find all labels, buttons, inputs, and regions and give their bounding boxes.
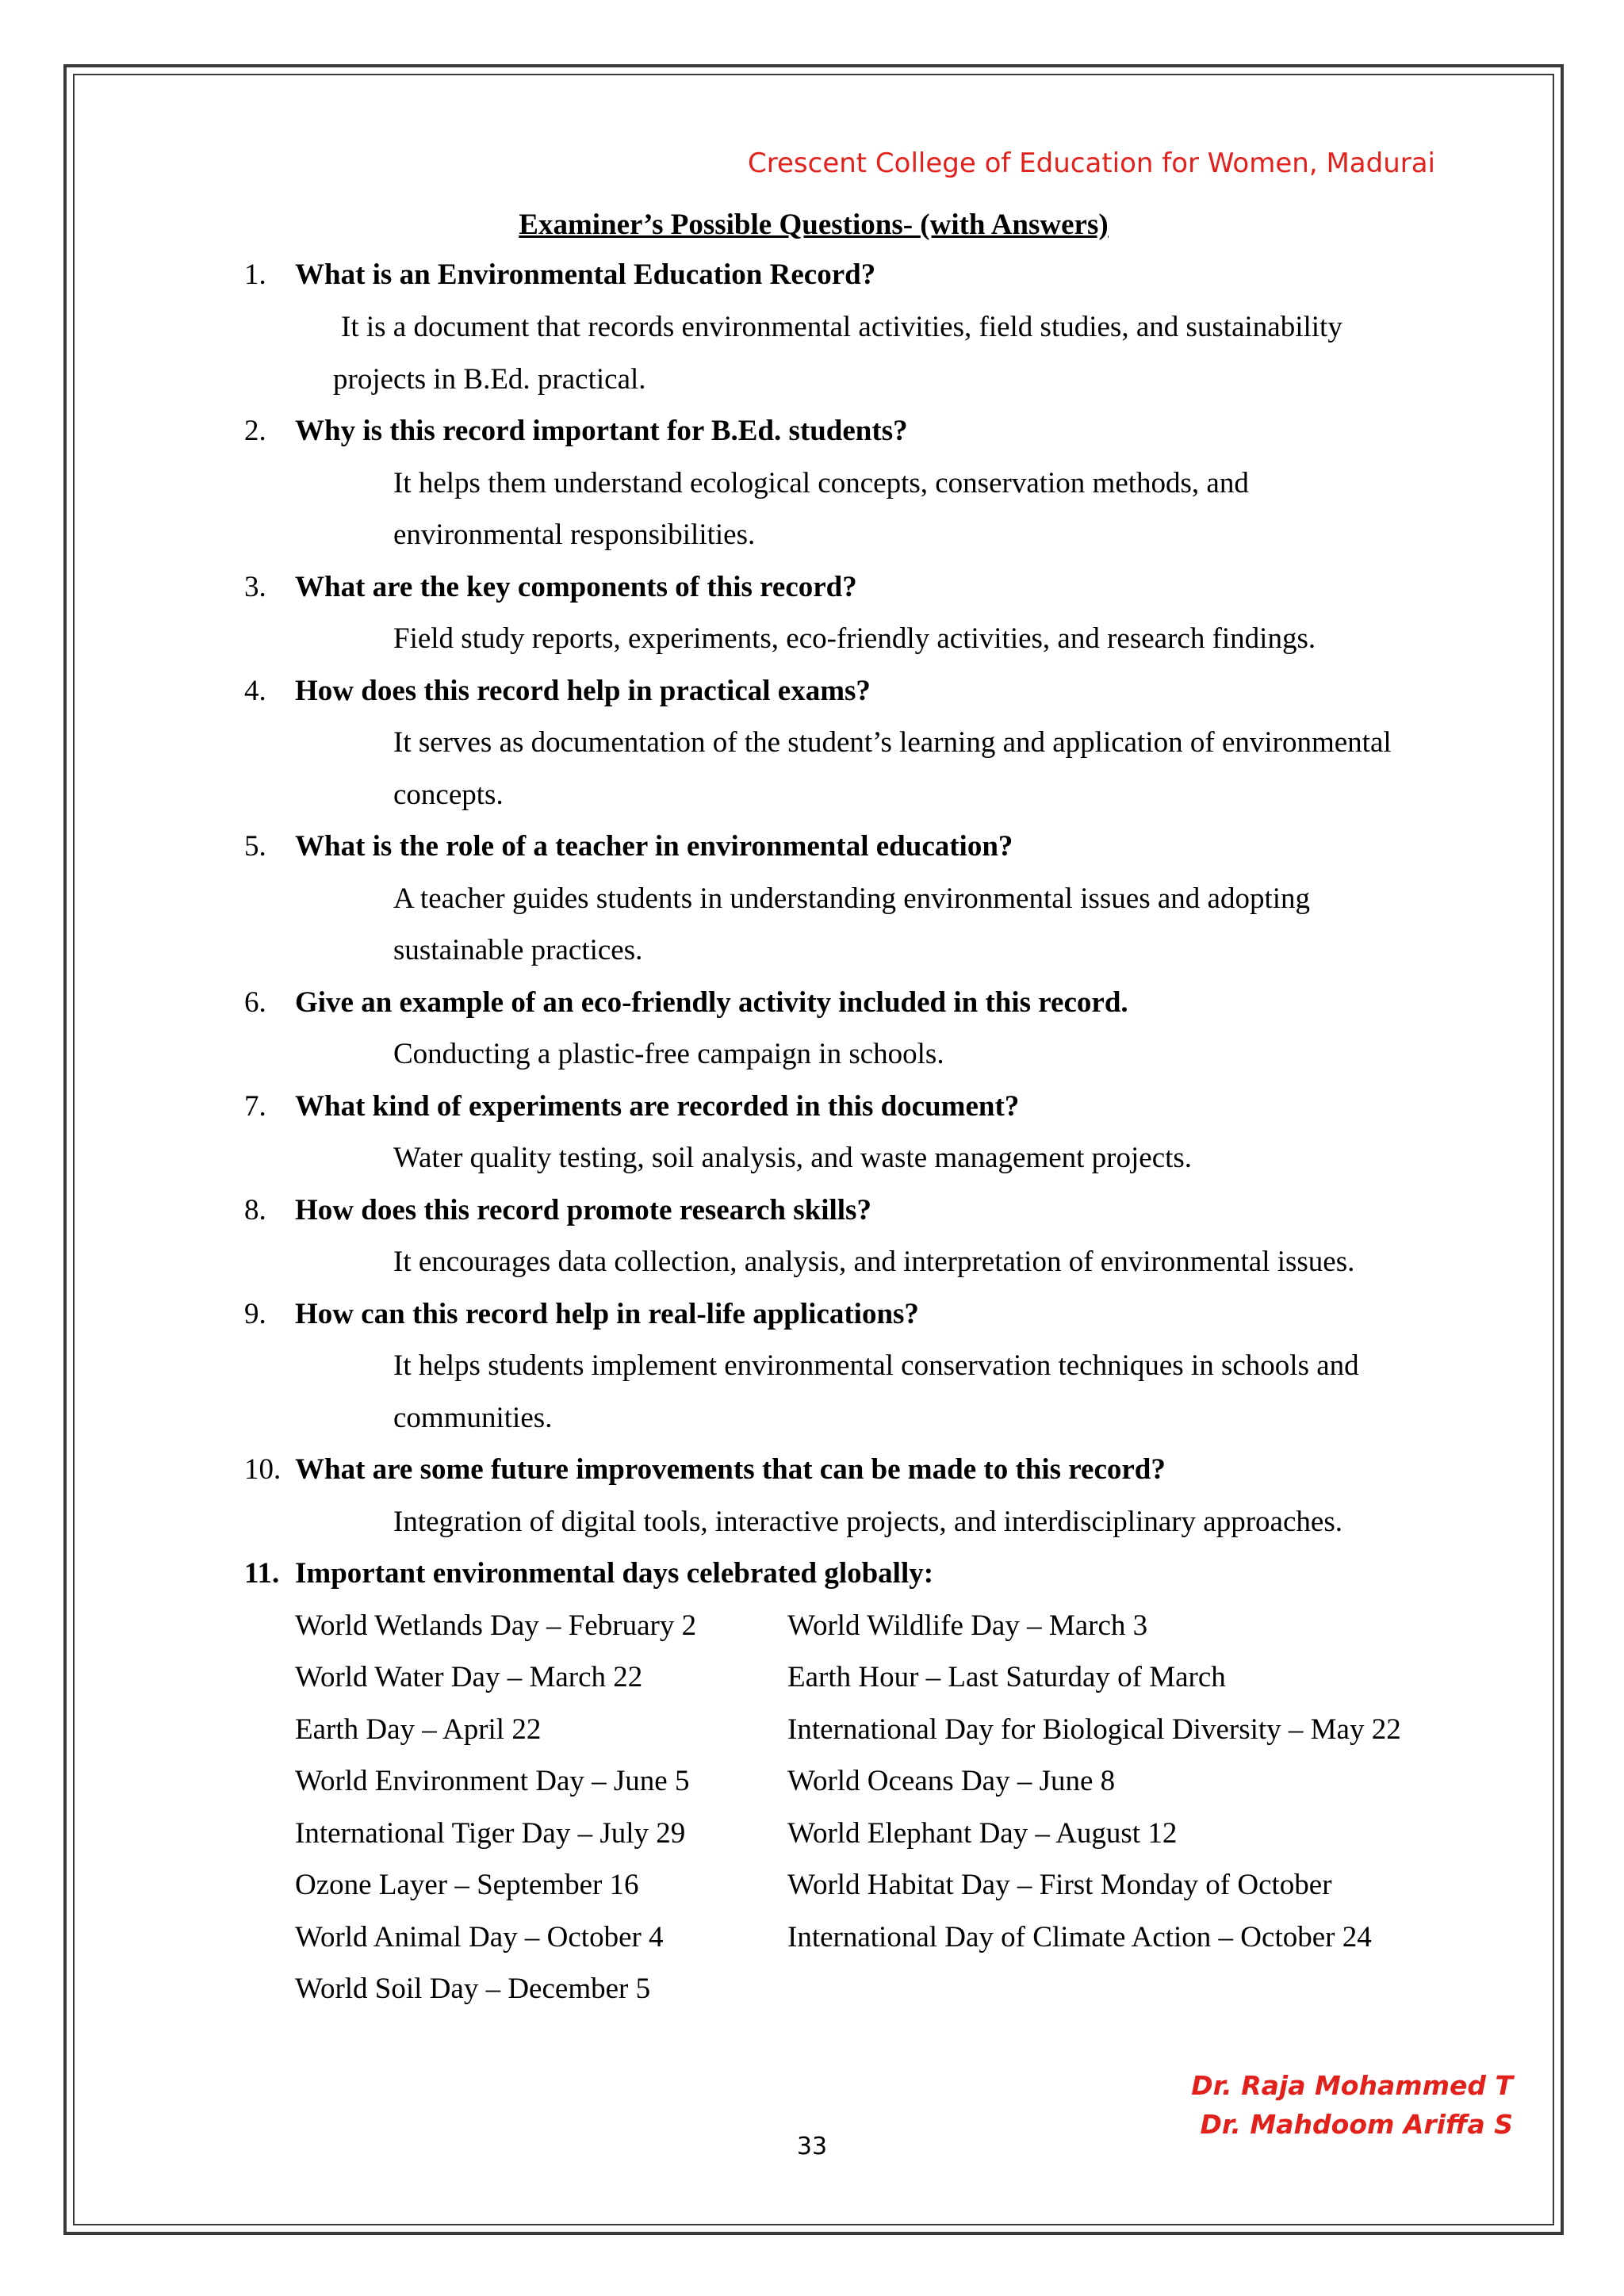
env-day-item: World Animal Day – October 4 — [295, 1921, 664, 1954]
question-number: 1. — [244, 258, 266, 291]
question-number: 7. — [244, 1090, 266, 1123]
question-text: What kind of experiments are recorded in this document? — [295, 1090, 1020, 1123]
answer-line: projects in B.Ed. practical. — [333, 363, 646, 396]
question-number: 3. — [244, 571, 266, 603]
question-text: How can this record help in real-life applications? — [295, 1298, 919, 1330]
answer-line: environmental responsibilities. — [393, 519, 756, 551]
question-text: What is the role of a teacher in environmental education? — [295, 830, 1013, 863]
answer-line: Water quality testing, soil analysis, and waste management projects. — [393, 1142, 1193, 1174]
answer-line: Field study reports, experiments, eco-friendly activities, and research findings. — [393, 622, 1316, 655]
answer-line: Conducting a plastic-free campaign in schools. — [393, 1038, 944, 1070]
answer-line: It helps them understand ecological concepts, conservation methods, and — [393, 467, 1249, 499]
env-day-item: International Day for Biological Diversity – May 22 — [787, 1713, 1401, 1746]
question-number: 8. — [244, 1194, 266, 1226]
question-text: Important environmental days celebrated globally: — [295, 1557, 934, 1590]
page-number: 33 — [796, 2133, 828, 2160]
question-number: 2. — [244, 415, 266, 447]
answer-line: It is a document that records environmental activities, field studies, and sustainability — [341, 311, 1342, 343]
env-day-item: International Tiger Day – July 29 — [295, 1817, 686, 1850]
env-day-item: Ozone Layer – September 16 — [295, 1869, 639, 1901]
question-number: 5. — [244, 830, 266, 863]
question-text: What is an Environmental Education Record? — [295, 258, 876, 291]
env-day-item: World Environment Day – June 5 — [295, 1765, 690, 1797]
question-number: 10. — [244, 1453, 282, 1486]
page-title: Examiner’s Possible Questions- (with Answers) — [519, 209, 1109, 241]
question-text: How does this record help in practical exams? — [295, 675, 871, 707]
env-day-item: International Day of Climate Action – October 24 — [787, 1921, 1372, 1954]
answer-line: It encourages data collection, analysis, and interpretation of environmental issues. — [393, 1246, 1355, 1278]
question-number: 11. — [244, 1557, 280, 1590]
question-text: What are the key components of this record? — [295, 571, 857, 603]
institution-header: Crescent College of Education for Women, Madurai — [748, 147, 1435, 179]
question-number: 6. — [244, 986, 266, 1019]
answer-line: sustainable practices. — [393, 934, 643, 966]
author-name: Dr. Raja Mohammed T — [1191, 2070, 1513, 2101]
question-text: How does this record promote research skills? — [295, 1194, 871, 1226]
env-day-item: World Elephant Day – August 12 — [787, 1817, 1178, 1850]
answer-line: A teacher guides students in understanding environmental issues and adopting — [393, 882, 1311, 915]
env-day-item: Earth Hour – Last Saturday of March — [787, 1661, 1226, 1693]
author-name: Dr. Mahdoom Ariffa S — [1200, 2109, 1513, 2140]
env-day-item: World Wildlife Day – March 3 — [787, 1609, 1148, 1642]
answer-line: It helps students implement environmental conservation techniques in schools and — [393, 1349, 1359, 1382]
question-number: 9. — [244, 1298, 266, 1330]
answer-line: It serves as documentation of the student’s learning and application of environmental — [393, 726, 1392, 759]
answer-line: communities. — [393, 1402, 553, 1434]
env-day-item: World Water Day – March 22 — [295, 1661, 643, 1693]
env-day-item: World Wetlands Day – February 2 — [295, 1609, 697, 1642]
question-text: What are some future improvements that can be made to this record? — [295, 1453, 1166, 1486]
env-day-item: World Soil Day – December 5 — [295, 1973, 651, 2005]
question-text: Why is this record important for B.Ed. students? — [295, 415, 908, 447]
env-day-item: World Oceans Day – June 8 — [787, 1765, 1116, 1797]
env-day-item: World Habitat Day – First Monday of October — [787, 1869, 1332, 1901]
answer-line: Integration of digital tools, interactive projects, and interdisciplinary approaches. — [393, 1506, 1342, 1538]
question-number: 4. — [244, 675, 266, 707]
question-text: Give an example of an eco-friendly activity included in this record. — [295, 986, 1128, 1019]
answer-line: concepts. — [393, 779, 504, 811]
env-day-item: Earth Day – April 22 — [295, 1713, 542, 1746]
